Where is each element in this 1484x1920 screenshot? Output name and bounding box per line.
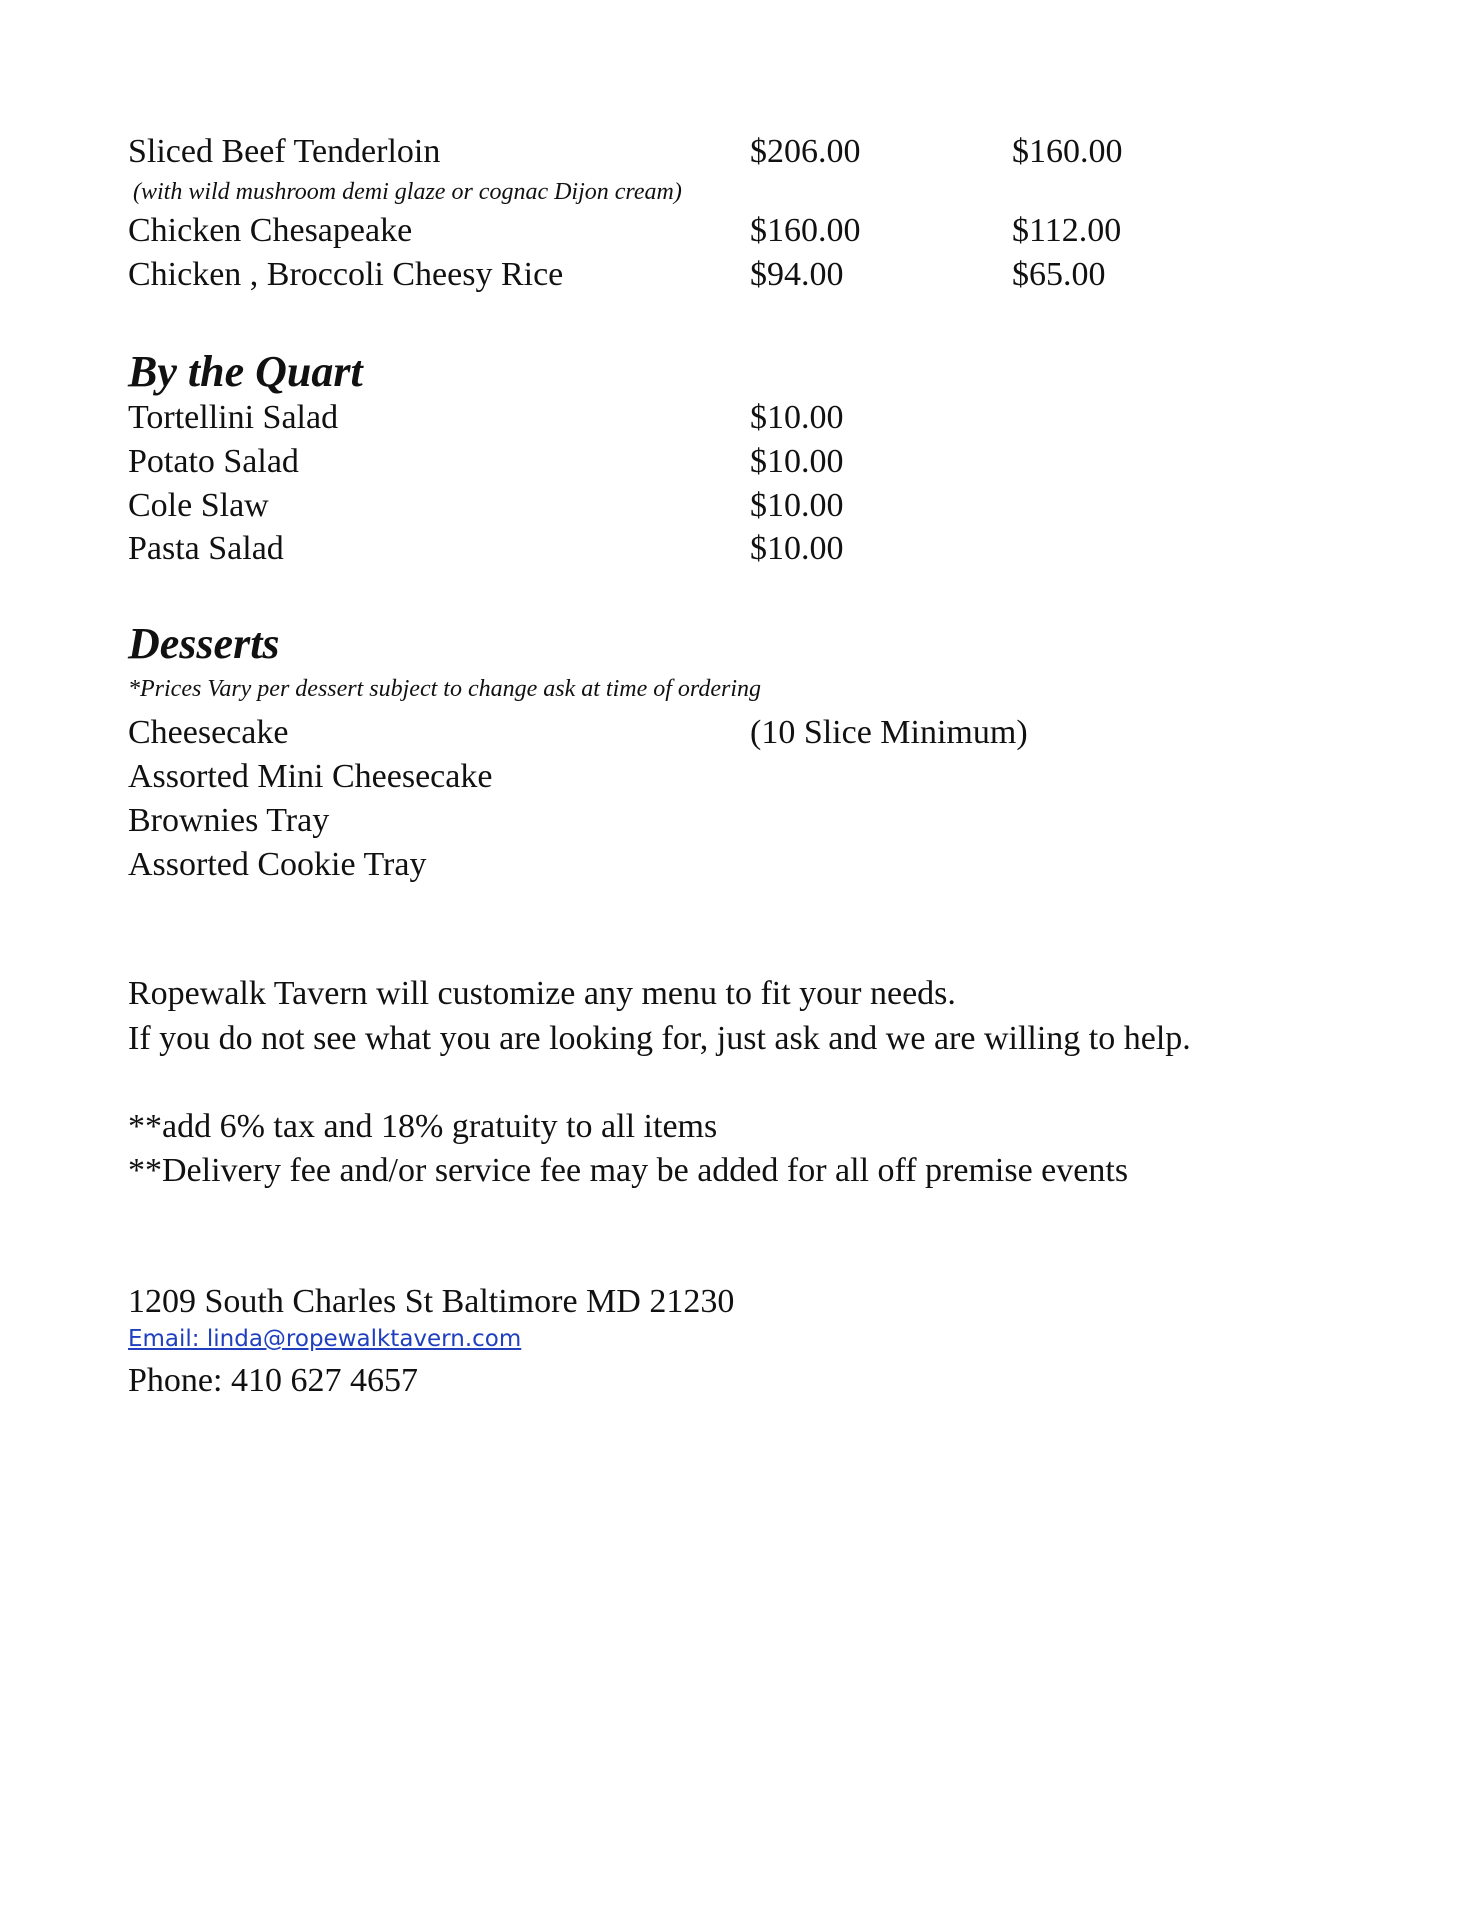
menu-item-price: $206.00 [750,133,861,170]
quart-item-name: Pasta Salad [128,530,284,567]
quart-item-price: $10.00 [750,443,844,480]
menu-item-price: $65.00 [1012,256,1106,293]
address: 1209 South Charles St Baltimore MD 21230 [128,1283,735,1320]
email-link[interactable]: Email: linda@ropewalktavern.com [128,1326,522,1352]
dessert-item-detail: (10 Slice Minimum) [750,714,1028,751]
quart-item-name: Cole Slaw [128,487,269,524]
dessert-item-name: Brownies Tray [128,802,330,839]
menu-item-price: $160.00 [1012,133,1123,170]
quart-item-name: Tortellini Salad [128,399,339,436]
tax-gratuity-note: **add 6% tax and 18% gratuity to all items [128,1108,718,1145]
delivery-fee-note: **Delivery fee and/or service fee may be added for all off premise events [128,1152,1129,1189]
quart-item-name: Potato Salad [128,443,299,480]
quart-item-price: $10.00 [750,399,844,436]
menu-item-price: $160.00 [750,212,861,249]
menu-item-name: Chicken , Broccoli Cheesy Rice [128,256,564,293]
phone: Phone: 410 627 4657 [128,1362,418,1399]
dessert-item-name: Assorted Cookie Tray [128,846,427,883]
menu-item-price: $112.00 [1012,212,1122,249]
menu-item-name: Sliced Beef Tenderloin [128,133,441,170]
dessert-item-name: Assorted Mini Cheesecake [128,758,493,795]
quart-item-price: $10.00 [750,487,844,524]
dessert-item-name: Cheesecake [128,714,289,751]
menu-item-note: (with wild mushroom demi glaze or cognac Dijon cream) [133,179,682,205]
desserts-note: *Prices Vary per dessert subject to change ask at time of ordering [128,676,761,702]
section-heading-desserts: Desserts [128,619,280,668]
quart-item-price: $10.00 [750,530,844,567]
menu-item-name: Chicken Chesapeake [128,212,413,249]
customize-line: Ropewalk Tavern will customize any menu to fit your needs. [128,975,956,1012]
menu-item-price: $94.00 [750,256,844,293]
customize-line: If you do not see what you are looking for, just ask and we are willing to help. [128,1020,1191,1057]
section-heading-quart: By the Quart [128,347,363,396]
